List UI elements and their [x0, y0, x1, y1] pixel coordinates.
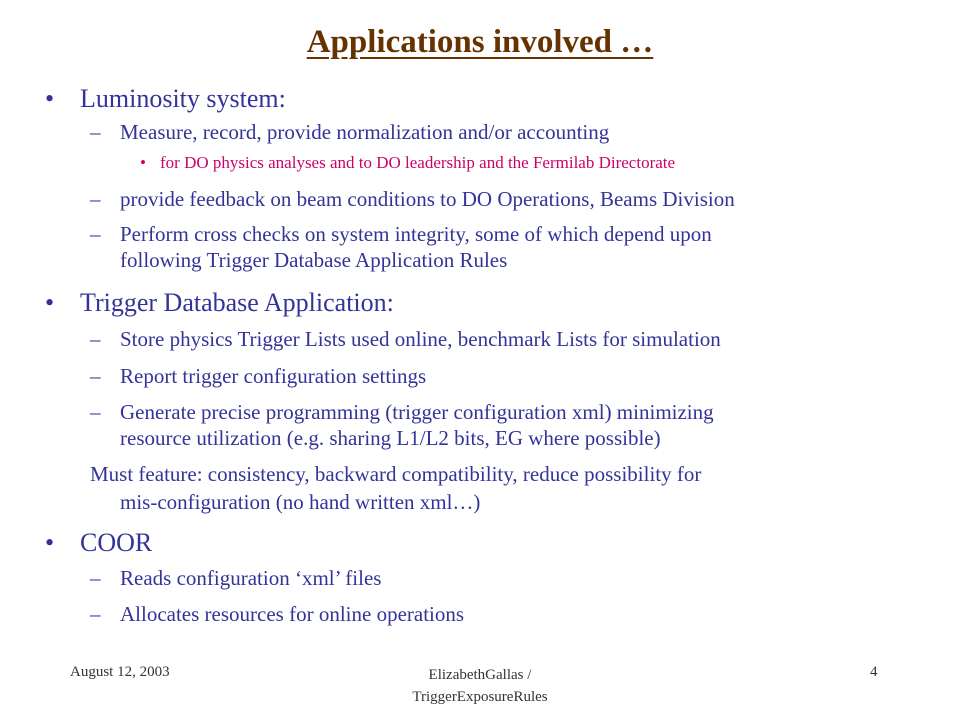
bullet-icon: •: [45, 288, 55, 317]
luminosity-item-2: provide feedback on beam conditions to DO Operations, Beams Division: [120, 187, 735, 211]
luminosity-heading: Luminosity system:: [80, 84, 286, 113]
trigger-db-heading: Trigger Database Application:: [80, 288, 394, 317]
bullet-icon: •: [45, 528, 55, 557]
luminosity-item-3-line-1: Perform cross checks on system integrity, some of which depend upon: [120, 222, 712, 246]
dash-icon: –: [90, 602, 101, 626]
bullet-icon: •: [140, 153, 146, 172]
luminosity-item-1: Measure, record, provide normalization and/or accounting: [120, 120, 610, 144]
footer-author: [380, 664, 580, 708]
trigger-db-item-3-line-2: resource utilization (e.g. sharing L1/L2 bits, EG where possible): [120, 426, 661, 450]
footer-author-line-2: TriggerExposureRules: [412, 689, 548, 705]
footer-page-number: 4: [870, 664, 878, 680]
dash-icon: –: [90, 120, 101, 144]
dash-icon: –: [90, 222, 101, 246]
dash-icon: –: [90, 327, 101, 351]
footer-date: August 12, 2003: [70, 664, 170, 680]
dash-icon: –: [90, 566, 101, 590]
coor-item-1: Reads configuration ‘xml’ files: [120, 566, 382, 590]
coor-item-2: Allocates resources for online operations: [120, 602, 465, 626]
trigger-db-note-line-1: Must feature: consistency, backward compatibility, reduce possibility for: [90, 462, 702, 486]
trigger-db-item-3-line-1: Generate precise programming (trigger configuration xml) minimizing: [120, 400, 714, 424]
dash-icon: –: [90, 187, 101, 211]
coor-heading: COOR: [80, 528, 153, 557]
luminosity-sub-1: for DO physics analyses and to DO leadership and the Fermilab Directorate: [160, 153, 676, 172]
dash-icon: –: [90, 400, 101, 424]
luminosity-item-3-line-2: following Trigger Database Application Rules: [120, 248, 508, 272]
slide-title: Applications involved …: [306, 24, 654, 60]
trigger-db-item-1: Store physics Trigger Lists used online, benchmark Lists for simulation: [120, 327, 721, 351]
trigger-db-note-line-2: mis-configuration (no hand written xml…): [120, 490, 481, 514]
dash-icon: –: [90, 364, 101, 388]
footer-author-line-1: ElizabethGallas /: [428, 667, 532, 683]
trigger-db-item-2: Report trigger configuration settings: [120, 364, 427, 388]
bullet-icon: •: [45, 84, 55, 113]
